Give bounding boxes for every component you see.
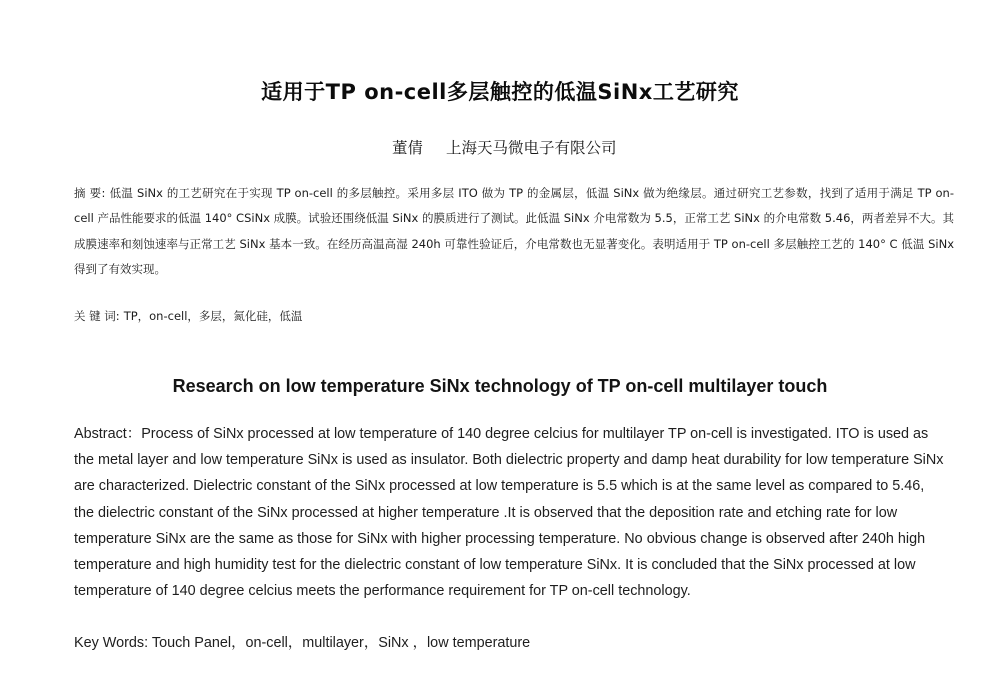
author-affiliation: 上海天马微电子有限公司 bbox=[445, 139, 617, 157]
english-keywords bbox=[74, 631, 946, 655]
english-keywords-text: Touch Panel，on-cell，multilayer，SiNx ，low temperature bbox=[151, 635, 531, 651]
author-line bbox=[392, 136, 616, 158]
english-keywords-label: Key Words: bbox=[74, 635, 149, 651]
chinese-abstract bbox=[74, 181, 954, 283]
chinese-keywords-label: 关 键 词: bbox=[74, 309, 120, 323]
chinese-abstract-label: 摘 要: bbox=[74, 186, 106, 200]
chinese-keywords bbox=[74, 306, 954, 326]
english-abstract-text: Process of SiNx processed at low temperature of 140 degree celcius for multilayer TP on-cell is investigated. ITO is used as the metal layer and low temperature SiNx is used as insulator. Both dielectric property and damp heat durability for low temperature SiNx are characterized. Dielectric constant of the SiNx processed at low temperature is 5.5 which is at the same level as compared to 5.46, the dielectric constant of the SiNx processed at higher temperature .It is observed that the deposition rate and etching rate for low temperature SiNx are the same as those for SiNx with higher processing temperature. No obvious change is observed after 240h high temperature and high humidity test for the dielectric constant of low temperature SiNx. It is concluded that the SiNx processed at low temperature of 140 degree celcius meets the performance requirement for TP on-cell technology. bbox=[74, 426, 944, 600]
english-title: Research on low temperature SiNx technology of TP on-cell multilayer touch bbox=[172, 376, 828, 396]
chinese-title: 适用于TP on-cell多层触控的低温SiNx工艺研究 bbox=[261, 80, 739, 104]
english-abstract-label: Abstract： bbox=[74, 426, 142, 442]
chinese-keywords-text: TP，on-cell，多层，氮化硅，低温 bbox=[123, 309, 303, 323]
author-name: 董倩 bbox=[392, 139, 424, 157]
english-abstract bbox=[74, 421, 946, 604]
chinese-abstract-text: 低温 SiNx 的工艺研究在于实现 TP on-cell 的多层触控。采用多层 ITO 做为 TP 的金属层，低温 SiNx 做为绝缘层。通过研究工艺参数，找到了适用于满足 TP on-cell 产品性能要求的低温 140° CSiNx 成膜。试验还围绕低温 SiNx 的膜质进行了测试。此低温 SiNx 介电常数为 5.5，正常工艺 SiNx 的介电常数 5.46，两者差异不大。其成膜速率和刻蚀速率与正常工艺 SiNx 基本一致。在经历高温高湿 240h 可靠性验证后，介电常数也无显著变化。表明适用于 TP on-cell 多层触控工艺的 140° C 低温 SiNx 得到了有效实现。 bbox=[74, 186, 954, 277]
